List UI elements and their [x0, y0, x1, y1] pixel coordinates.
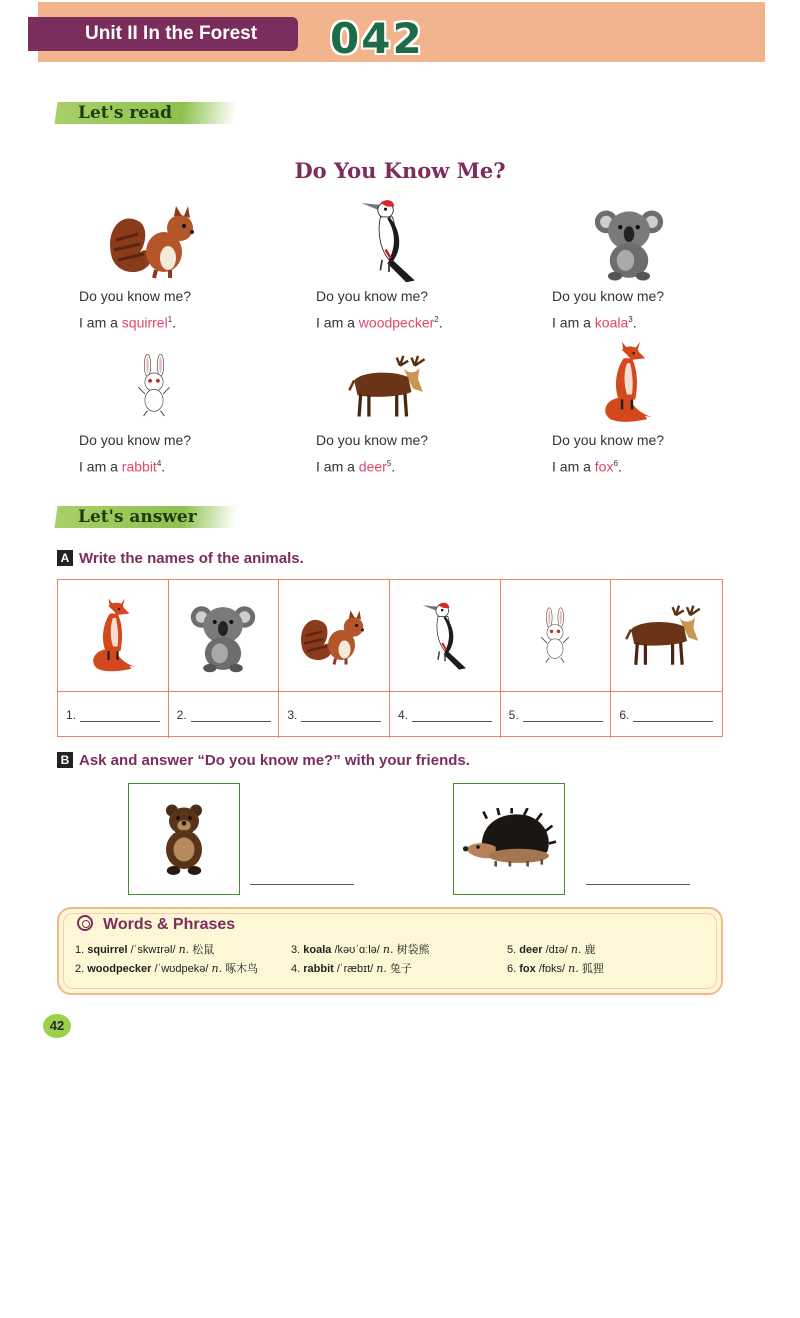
squirrel-icon: [296, 606, 372, 666]
page-number: 42: [43, 1014, 71, 1038]
hedgehog-answer-line[interactable]: [586, 884, 690, 885]
answer-cell-6[interactable]: 6.: [611, 692, 722, 738]
word-entry: 2. woodpecker /ˈwʊdpekə/ n. 啄木鸟: [75, 962, 259, 975]
animal-card-koala: Do you know me? I am a koala$^3$.: [552, 288, 665, 331]
table-cell-image: [390, 580, 501, 692]
answer-blank[interactable]: [191, 709, 271, 722]
table-cell-image: [611, 580, 722, 692]
answer-blank[interactable]: [523, 709, 603, 722]
rabbit-icon: [128, 342, 180, 430]
words-title: Words & Phrases: [77, 915, 235, 934]
squirrel-icon: [104, 200, 204, 280]
lets-answer-banner: Let's answer: [54, 506, 237, 528]
answer-blank[interactable]: [633, 709, 713, 722]
fox-icon: [83, 594, 143, 678]
animal-card-deer: Do you know me? I am a deer$^5$.: [316, 432, 429, 475]
task-a-heading: A Write the names of the animals.: [57, 550, 304, 567]
story-title: Do You Know Me?: [294, 158, 506, 183]
task-b-heading: B Ask and answer “Do you know me?” with your friends.: [57, 752, 470, 769]
koala-icon: [594, 202, 664, 282]
word-entry: 6. fox /fɒks/ n. 狐狸: [507, 962, 604, 975]
answer-blank[interactable]: [412, 709, 492, 722]
fox-icon: [594, 340, 660, 426]
deer-icon: [346, 352, 436, 422]
woodpecker-icon: [352, 198, 426, 284]
answer-cell-3[interactable]: 3.: [279, 692, 390, 738]
hedgehog-icon: [460, 808, 558, 870]
table-cell-image: [501, 580, 612, 692]
bear-picture-box: [128, 783, 240, 895]
hedgehog-picture-box: [453, 783, 565, 895]
deer-icon: [623, 603, 711, 669]
animal-card-squirrel: Do you know me? I am a squirrel$^1$.: [79, 288, 192, 331]
bear-answer-line[interactable]: [250, 884, 354, 885]
answer-cell-1[interactable]: 1.: [58, 692, 169, 738]
rabbit-icon: [532, 598, 578, 674]
answer-cell-4[interactable]: 4.: [390, 692, 501, 738]
answer-blank[interactable]: [80, 709, 160, 722]
word-entry: 5. deer /dɪə/ n. 鹿: [507, 943, 596, 956]
word-entry: 1. squirrel /ˈskwɪrəl/ n. 松鼠: [75, 943, 215, 956]
answer-cell-2[interactable]: 2.: [169, 692, 280, 738]
animal-card-fox: Do you know me? I am a fox$^6$.: [552, 432, 665, 475]
unit-title: Unit II In the Forest: [28, 17, 298, 51]
answer-cell-5[interactable]: 5.: [501, 692, 612, 738]
word-entry: 4. rabbit /ˈræbɪt/ n. 兔子: [291, 962, 412, 975]
table-cell-image: [279, 580, 390, 692]
bullet-circle-icon: [77, 915, 93, 931]
page-code: 042: [330, 14, 424, 63]
answer-blank[interactable]: [301, 709, 381, 722]
table-cell-image: [58, 580, 169, 692]
animal-card-rabbit: Do you know me? I am a rabbit$^4$.: [79, 432, 192, 475]
words-phrases-box: [57, 907, 723, 995]
woodpecker-icon: [415, 601, 475, 671]
animal-card-woodpecker: Do you know me? I am a woodpecker$^2$.: [316, 288, 443, 331]
animal-names-table: [57, 579, 723, 737]
table-cell-image: [169, 580, 280, 692]
koala-icon: [190, 598, 256, 674]
bear-icon: [154, 790, 214, 888]
lets-read-banner: Let's read: [54, 102, 237, 124]
word-entry: 3. koala /kəʊˈɑːlə/ n. 树袋熊: [291, 943, 430, 956]
